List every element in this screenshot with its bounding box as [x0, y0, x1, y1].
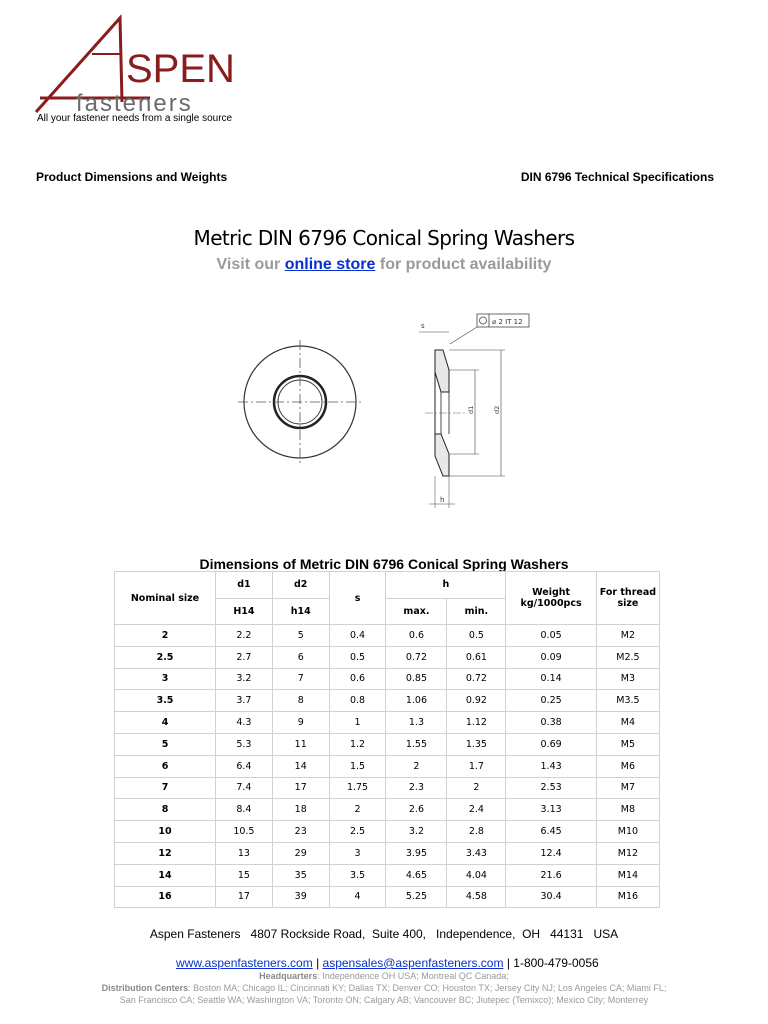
table-cell: 2	[115, 625, 216, 647]
table-cell: 6.4	[216, 755, 273, 777]
table-cell: 2.5	[329, 821, 386, 843]
tolerance-label: ⌀ 2 IT 12	[492, 318, 523, 326]
table-cell: 2	[329, 799, 386, 821]
aspen-fasteners-logo	[30, 14, 270, 124]
table-cell: 5.3	[216, 733, 273, 755]
table-cell: 0.38	[506, 712, 596, 734]
table-cell: 5	[115, 733, 216, 755]
table-cell: M8	[596, 799, 659, 821]
col-h-max: max.	[386, 598, 447, 625]
table-cell: 1.43	[506, 755, 596, 777]
contact-line	[0, 942, 768, 970]
table-cell: 4.04	[447, 864, 506, 886]
table-cell: 4	[329, 886, 386, 908]
table-cell: 13	[216, 842, 273, 864]
table-cell: 7	[115, 777, 216, 799]
table-cell: M7	[596, 777, 659, 799]
separator: |	[312, 956, 323, 970]
table-cell: 10.5	[216, 821, 273, 843]
table-cell: 1.75	[329, 777, 386, 799]
dim-d1-label: d1	[467, 405, 475, 414]
table-row	[115, 886, 660, 908]
table-cell: 9	[272, 712, 329, 734]
table-row	[115, 733, 660, 755]
table-cell: 6	[115, 755, 216, 777]
washer-front-view	[238, 340, 362, 464]
table-row	[115, 864, 660, 886]
dc-text: : Boston MA; Chicago IL; Cincinnati KY; Dallas TX; Denver CO; Houston TX; Jersey City NJ; Los Angeles CA; Miami FL;	[188, 983, 667, 993]
hq-text: : Independence OH USA; Montreal QC Canada;	[317, 971, 509, 981]
table-cell: 4.58	[447, 886, 506, 908]
table-cell: 3.7	[216, 690, 273, 712]
table-row	[115, 755, 660, 777]
table-cell: 7	[272, 668, 329, 690]
table-cell: 14	[272, 755, 329, 777]
col-h-min: min.	[447, 598, 506, 625]
table-cell: 6	[272, 646, 329, 668]
headquarters-line	[0, 970, 768, 982]
table-cell: 4.3	[216, 712, 273, 734]
col-s: s	[329, 572, 386, 625]
table-cell: 0.61	[447, 646, 506, 668]
table-cell: 1.5	[329, 755, 386, 777]
washer-side-view	[405, 308, 545, 518]
table-cell: M4	[596, 712, 659, 734]
table-cell: 6.45	[506, 821, 596, 843]
locations	[0, 970, 768, 1006]
table-cell: 29	[272, 842, 329, 864]
table-cell: 0.6	[329, 668, 386, 690]
table-cell: 1.06	[386, 690, 447, 712]
table-cell: M2	[596, 625, 659, 647]
table-cell: 17	[272, 777, 329, 799]
phone: | 1-800-479-0056	[503, 956, 599, 970]
col-thread: For thread size	[596, 572, 659, 625]
store-line	[0, 256, 768, 274]
table-cell: 1.12	[447, 712, 506, 734]
table-cell: 35	[272, 864, 329, 886]
col-h: h	[386, 572, 506, 599]
dim-h-label: h	[440, 496, 445, 504]
col-d1: d1	[216, 572, 273, 599]
table-cell: 0.25	[506, 690, 596, 712]
table-cell: 3.2	[216, 668, 273, 690]
table-cell: 17	[216, 886, 273, 908]
table-row	[115, 646, 660, 668]
table-cell: M16	[596, 886, 659, 908]
online-store-link[interactable]: online store	[284, 256, 376, 273]
table-cell: M10	[596, 821, 659, 843]
email-link[interactable]: aspensales@aspenfasteners.com	[322, 956, 504, 970]
table-cell: 3.95	[386, 842, 447, 864]
table-cell: 2	[386, 755, 447, 777]
table-row	[115, 777, 660, 799]
spec-table	[114, 571, 660, 908]
table-cell: 2.7	[216, 646, 273, 668]
col-weight: Weight kg/1000pcs	[506, 572, 596, 625]
logo-sub: fasteners	[76, 90, 193, 117]
table-cell: 12	[115, 842, 216, 864]
table-row	[115, 799, 660, 821]
table-cell: 30.4	[506, 886, 596, 908]
table-cell: 0.5	[447, 625, 506, 647]
table-cell: 12.4	[506, 842, 596, 864]
table-cell: M3	[596, 668, 659, 690]
table-caption: Dimensions of Metric DIN 6796 Conical Spring Washers	[199, 556, 569, 572]
table-cell: 0.14	[506, 668, 596, 690]
table-cell: 4.65	[386, 864, 447, 886]
table-cell: 0.69	[506, 733, 596, 755]
table-cell: 3.5	[329, 864, 386, 886]
col-nominal-size: Nominal size	[115, 572, 216, 625]
table-cell: 2.4	[447, 799, 506, 821]
table-cell: 16	[115, 886, 216, 908]
table-cell: M6	[596, 755, 659, 777]
dim-s-label: s	[421, 322, 425, 330]
table-cell: 0.8	[329, 690, 386, 712]
table-cell: 0.72	[386, 646, 447, 668]
table-cell: 3	[115, 668, 216, 690]
page-title: Metric DIN 6796 Conical Spring Washers	[193, 226, 575, 250]
table-cell: 4	[115, 712, 216, 734]
table-cell: 3.13	[506, 799, 596, 821]
col-d2-tol: h14	[272, 598, 329, 625]
table-row	[115, 712, 660, 734]
tagline: All your fastener needs from a single source	[37, 113, 233, 124]
table-cell: 39	[272, 886, 329, 908]
table-cell: M5	[596, 733, 659, 755]
hq-label: Headquarters	[259, 971, 318, 981]
table-cell: 18	[272, 799, 329, 821]
table-cell: 0.85	[386, 668, 447, 690]
table-cell: 14	[115, 864, 216, 886]
table-cell: 8.4	[216, 799, 273, 821]
table-row	[115, 668, 660, 690]
table-cell: 1.7	[447, 755, 506, 777]
table-cell: 2.2	[216, 625, 273, 647]
table-cell: 1.55	[386, 733, 447, 755]
table-cell: 2.8	[447, 821, 506, 843]
table-cell: 0.4	[329, 625, 386, 647]
table-cell: 10	[115, 821, 216, 843]
distribution-line	[0, 982, 768, 994]
table-cell: 5.25	[386, 886, 447, 908]
table-cell: 0.5	[329, 646, 386, 668]
table-cell: 1.35	[447, 733, 506, 755]
table-cell: 0.72	[447, 668, 506, 690]
table-row	[115, 821, 660, 843]
table-cell: 1.2	[329, 733, 386, 755]
table-cell: 21.6	[506, 864, 596, 886]
table-cell: 0.09	[506, 646, 596, 668]
col-d1-tol: H14	[216, 598, 273, 625]
table-cell: 3	[329, 842, 386, 864]
company-address: Aspen Fasteners 4807 Rockside Road, Suite 400, Independence, OH 44131 USA	[149, 927, 619, 941]
table-cell: 1.3	[386, 712, 447, 734]
store-suffix: for product availability	[379, 256, 552, 273]
table-cell: 3.2	[386, 821, 447, 843]
table-cell: 23	[272, 821, 329, 843]
dc-label: Distribution Centers	[101, 983, 189, 993]
table-cell: 2.6	[386, 799, 447, 821]
website-link[interactable]: www.aspenfasteners.com	[176, 956, 313, 970]
table-cell: 8	[115, 799, 216, 821]
col-d2: d2	[272, 572, 329, 599]
table-cell: 3.43	[447, 842, 506, 864]
table-cell: 2.5	[115, 646, 216, 668]
table-cell: 0.05	[506, 625, 596, 647]
dim-d2-label: d2	[493, 405, 501, 414]
table-cell: 5	[272, 625, 329, 647]
spec-table-body	[115, 625, 660, 908]
table-cell: 1	[329, 712, 386, 734]
table-cell: 7.4	[216, 777, 273, 799]
table-cell: 0.92	[447, 690, 506, 712]
table-cell: 2.53	[506, 777, 596, 799]
table-cell: 15	[216, 864, 273, 886]
logo-word: SPEN	[126, 47, 235, 91]
distribution-line-2: San Francisco CA; Seattle WA; Washington VA; Toronto ON; Calgary AB; Vancouver BC; Jiutepec (Temixco); Mexico City; Monterrey	[119, 995, 649, 1005]
table-row	[115, 690, 660, 712]
store-prefix: Visit our	[216, 256, 281, 273]
table-row	[115, 625, 660, 647]
table-cell: 8	[272, 690, 329, 712]
table-cell: 2	[447, 777, 506, 799]
table-cell: M12	[596, 842, 659, 864]
table-cell: M3.5	[596, 690, 659, 712]
table-cell: M2.5	[596, 646, 659, 668]
table-cell: 0.6	[386, 625, 447, 647]
table-cell: 2.3	[386, 777, 447, 799]
table-cell: M14	[596, 864, 659, 886]
header-left: Product Dimensions and Weights	[36, 170, 228, 184]
header-right: DIN 6796 Technical Specifications	[520, 170, 714, 184]
table-cell: 3.5	[115, 690, 216, 712]
table-cell: 11	[272, 733, 329, 755]
table-row	[115, 842, 660, 864]
